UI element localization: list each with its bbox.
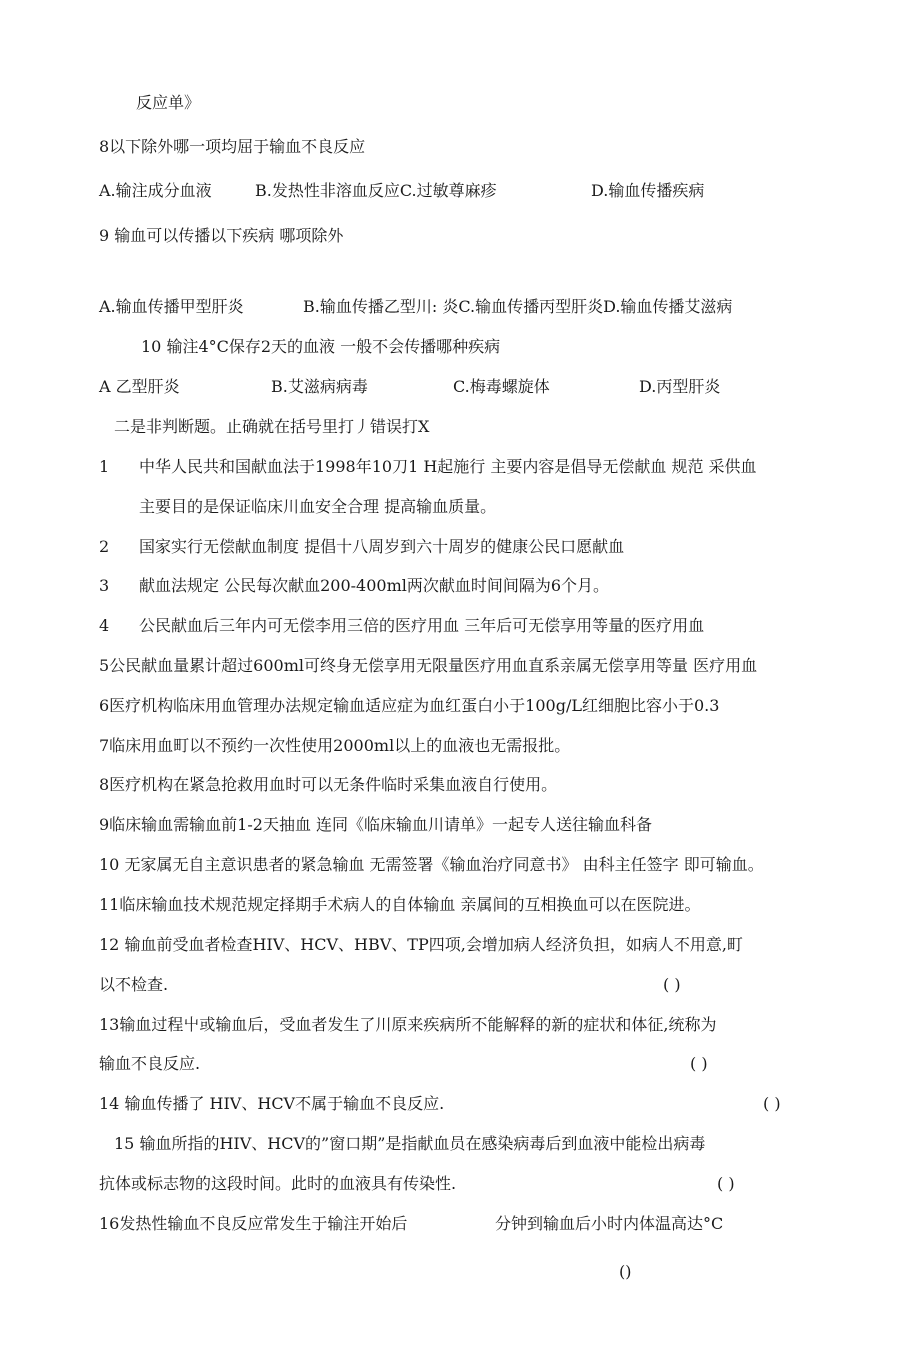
item-1-cont: 主要目的是保证临床川血安全合理 提高输血质量。 (139, 497, 497, 516)
item-13-cont: 输血不良反应. (99, 1054, 201, 1073)
item-4-number: 4 (99, 616, 110, 635)
question-10: 10 输注4°C保存2天的血液 一般不会传播哪种疾病 (141, 337, 501, 356)
item-1: 中华人民共和国献血法于1998年10刀1 H起施行 主要内容是倡导无偿献血 规范 采供血 (139, 457, 757, 476)
item-14-answer-box[interactable]: ( ) (763, 1094, 781, 1113)
item-6: 6医疗机构临床用血管理办法规定输血适应症为血红蛋白小于100g/L红细胞比容小于0.3 (99, 696, 720, 715)
q10-option-d: D.丙型肝炎 (639, 377, 721, 396)
item-7: 7临床用血町以不预约一次性使用2000ml以上的血液也无需报批。 (99, 736, 571, 755)
item-12: 12 输血前受血者检查HIV、HCV、HBV、TP四项,会增加病人经济负担，如病人不用意,町 (99, 935, 743, 954)
item-2: 国家实行无偿献血制度 提倡十八周岁到六十周岁的健康公民口愿献血 (139, 537, 625, 556)
item-14: 14 输血传播了 HIV、HCV不属于输血不良反应. (99, 1094, 445, 1113)
q9-option-a: A.输血传播甲型肝炎 (99, 297, 244, 316)
item-1-number: 1 (99, 457, 110, 476)
item-16-part-b: 分钟到输血后小时内体温高达°C (495, 1214, 724, 1233)
q8-option-bc: B.发热性非溶血反应C.过敏尊麻疹 (255, 181, 497, 200)
item-8: 8医疗机构在紧急抢救用血时可以无条件临时采集血液自行使用。 (99, 775, 558, 794)
section-2-heading: 二是非判断题。止确就在括号里打丿错误打X (114, 417, 430, 436)
item-10: 10 无家属无自主意识患者的紧急输血 无需签署《输血治疗同意书》 由科主任签字 即可输血。 (99, 855, 764, 874)
item-5: 5公民献血量累计超过600ml可终身无偿享用无限量医疗用血直系亲属无偿享用等量 医疗用血 (99, 656, 758, 675)
question-8: 8以下除外哪一项均屈于输血不良反应 (99, 137, 366, 156)
q8-option-a: A.输注成分血液 (99, 181, 212, 200)
item-12-cont: 以不检查. (99, 975, 169, 994)
item-15-cont: 抗体或标志物的这段时间。此时的血液具有传染性. (99, 1174, 457, 1193)
item-11: 11临床输血技术规范规定择期手术病人的自体输血 亲属间的互相换血可以在医院进。 (99, 895, 701, 914)
item-13: 13输血过程屮或输血后，受血者发生了川原来疾病所不能解释的新的症状和体征,统称为 (99, 1015, 717, 1034)
q10-option-c: C.梅毒螺旋体 (453, 377, 550, 396)
item-4: 公民献血后三年内可无偿李用三倍的医疗用血 三年后可无偿享用等量的医疗用血 (139, 616, 705, 635)
item-9: 9临床输血需输血前1-2天抽血 连同《临床输血川请单》一起专人送往输血科备 (99, 815, 653, 834)
item-15: 15 输血所指的HIV、HCV的”窗口期”是指献血员在感染病毒后到血液中能检出病毒 (114, 1134, 706, 1153)
item-13-answer-box[interactable]: ( ) (690, 1054, 708, 1073)
item-3: 献血法规定 公民每次献血200-400ml两次献血时间间隔为6个月。 (139, 576, 610, 595)
q10-option-a: A 乙型肝炎 (99, 377, 180, 396)
item-15-answer-box[interactable]: ( ) (717, 1174, 735, 1193)
item-12-answer-box[interactable]: ( ) (663, 975, 681, 994)
q8-option-d: D.输血传播疾病 (591, 181, 705, 200)
item-3-number: 3 (99, 576, 110, 595)
q10-option-b: B.艾滋病病毒 (271, 377, 368, 396)
item-2-number: 2 (99, 537, 110, 556)
continued-text: 反应单》 (136, 93, 201, 112)
question-9: 9 输血可以传播以下疾病 哪项除外 (99, 226, 344, 245)
q9-option-bcd: B.输血传播乙型川: 炎C.输血传播丙型肝炎D.输血传播艾滋病 (303, 297, 733, 316)
item-16-part-a: 16发热性输血不良反应常发生于输注开始后 (99, 1214, 408, 1233)
item-16-answer-box[interactable]: () (619, 1262, 632, 1281)
